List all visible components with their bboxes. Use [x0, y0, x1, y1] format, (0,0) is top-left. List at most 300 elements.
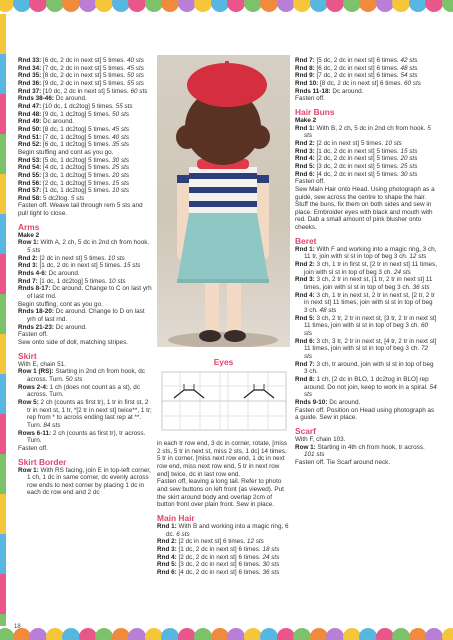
row-text: [7 dc, 2 dc in next st] 5 times.	[41, 64, 127, 72]
row-text: Begin stuffing and cont as you go.	[18, 148, 114, 156]
row-text: Begin stuffing, cont as you go.	[18, 300, 103, 308]
instruction-row	[295, 399, 437, 407]
flower-icon	[293, 0, 311, 12]
beret-heading: Beret	[295, 235, 317, 246]
row-label: Rnds 18-20:	[18, 308, 54, 316]
flower-icon	[359, 0, 377, 12]
row-label: Rnd 48:	[18, 110, 42, 118]
flower-icon	[178, 0, 196, 12]
row-text: Starting in 2nd ch from hook, dc across. Turn.	[27, 368, 145, 383]
row-label: Rnd 1:	[295, 245, 315, 253]
flower-icon	[46, 628, 64, 640]
instruction-row	[295, 459, 437, 467]
row-text: Sew onto side of doll, matching stripes.	[18, 338, 129, 346]
instruction-row	[18, 180, 154, 188]
row-text: 2 ch (counts as first tr), tr across. Turn.	[27, 429, 146, 445]
flower-icon	[62, 628, 80, 640]
row-text: Fasten off. Weave tail through rem 5 sts and pull tight to close.	[18, 202, 143, 218]
hair-buns-text: Sew Main Hair onto Head. Using photograph as a guide, sew across the centre to shape the hair. Stuff the buns, fix them on both sides and sew in place. Embroider eyes with black and mouth with red. Dab a small amount of pink blusher onto cheeks.	[295, 185, 435, 232]
row-text: 5 dc2tog.	[41, 194, 71, 202]
stitch-count: 6 sts	[176, 530, 190, 538]
row-label: Rnd 37:	[18, 87, 42, 95]
row-label: Rnd 5:	[295, 162, 315, 170]
stitch-count: 12 sts	[409, 253, 427, 261]
stitch-count: 24 sts	[262, 553, 280, 561]
instruction-row	[295, 361, 437, 376]
instruction-row	[295, 338, 437, 361]
stitch-count: 101 sts	[304, 451, 325, 459]
flower-icon	[326, 0, 344, 12]
row-text: 3 ch, 2 tr, 2 tr in next st, [3 tr, 2 tr in next st] 11 times, join with sl st in top of beg 3 ch.	[304, 314, 437, 330]
main-hair-heading: Main Hair	[157, 512, 195, 523]
stitch-count: 55 sts	[115, 102, 133, 110]
row-label: Rnd 3:	[295, 147, 315, 155]
row-text: With B and working into a magic ring, 6 dc.	[166, 522, 289, 538]
instruction-row	[18, 368, 154, 383]
flower-icon	[392, 628, 410, 640]
row-label: Rnd 54:	[18, 164, 42, 172]
top-flower-border	[0, 0, 453, 14]
stitch-count: 10 sts	[108, 277, 126, 285]
instruction-row	[295, 376, 437, 399]
flower-icon	[0, 628, 14, 640]
stitch-count: 54 sts	[400, 72, 418, 80]
stitch-count: 60 sts	[130, 87, 148, 95]
flower-icon	[46, 0, 64, 12]
flower-icon	[277, 628, 295, 640]
flower-icon	[425, 628, 443, 640]
instruction-row	[18, 262, 154, 270]
flower-icon	[409, 0, 427, 12]
instruction-row	[18, 149, 154, 157]
row-text: [6 dc, 2 dc in next st] 5 times.	[41, 57, 127, 64]
arms-make-count: Make 2	[18, 231, 40, 239]
instruction-row	[295, 292, 437, 315]
row-text: [2 dc, 2 dc in next st] 6 times.	[176, 553, 263, 561]
row-label: Rnd 4:	[295, 155, 315, 163]
row-text: With F and working into a magic ring, 3 ch, 11 tr, join with sl st in top of beg 3 ch.	[304, 245, 437, 261]
flower-icon	[343, 628, 361, 640]
instruction-row	[18, 467, 154, 498]
stitch-count: 30 sts	[112, 156, 130, 164]
instruction-row	[295, 315, 437, 338]
instruction-row	[295, 148, 437, 156]
row-label: Rnd 5:	[295, 314, 315, 322]
row-label: Rnds 11-18:	[295, 87, 331, 95]
row-text: [7 dc, 1 dc2tog] 5 times.	[41, 133, 113, 141]
row-label: Rnds 38-46:	[18, 95, 54, 103]
row-label: Rnd 7:	[295, 360, 315, 368]
instruction-row	[295, 155, 437, 163]
stitch-count: 84 sts	[43, 421, 61, 429]
scarf-heading: Scarf	[295, 425, 316, 436]
stitch-count: 5 sts	[27, 247, 41, 255]
row-label: Rnd 6:	[295, 170, 315, 178]
row-label: Rnds 4-6:	[18, 270, 47, 278]
instruction-row	[18, 430, 154, 445]
row-text: [3 dc, 2 dc in next st] 6 times.	[176, 561, 263, 569]
row-text: Starting in 4th ch from hook, tr across.	[315, 443, 425, 451]
row-text: Dc around.	[327, 398, 361, 406]
row-text: With RS facing, join E in top-left corner, 1 ch, 1 dc in same corner, dc evenly across row ends to next corner by placing 1 dc in each dc row end and 2 dc	[27, 466, 151, 497]
row-text: Dc around.	[53, 95, 87, 103]
instruction-row	[18, 172, 154, 180]
flower-icon	[244, 628, 262, 640]
row-label: Rnd 33:	[18, 57, 42, 64]
row-label: Rnd 3:	[157, 545, 177, 553]
row-label: Rnd 2:	[295, 139, 315, 147]
row-label: Rnds 9-10:	[295, 398, 328, 406]
instruction-row	[295, 436, 437, 444]
instruction-row	[157, 523, 290, 538]
row-label: Rows 6-11:	[18, 429, 52, 437]
instruction-row	[295, 88, 437, 96]
row-label: Rnd 58:	[18, 194, 42, 202]
row-label: Rnd 34:	[18, 64, 42, 72]
flower-icon	[244, 0, 262, 12]
stitch-count: 36 sts	[412, 284, 430, 292]
skirt-border-heading: Skirt Border	[18, 456, 67, 467]
doll-illustration	[157, 55, 290, 347]
instruction-row	[18, 301, 154, 309]
stitch-count: 30 sts	[400, 170, 418, 178]
row-text: Fasten off.	[295, 178, 325, 186]
stitch-count: 36 sts	[262, 568, 280, 576]
doll-photo	[157, 55, 290, 347]
flower-icon	[29, 0, 47, 12]
row-text: Dc around.	[41, 118, 75, 126]
flower-icon	[359, 628, 377, 640]
row-label: Row 1:	[295, 443, 316, 451]
instruction-row	[295, 80, 437, 88]
row-text: [1 dc, 2 dc in next st] 5 times.	[37, 262, 124, 270]
instruction-row	[18, 72, 154, 80]
instruction-row	[18, 270, 154, 278]
row-text: [5 dc, 1 dc2tog] 5 times.	[41, 156, 113, 164]
row-label: Rnd 3:	[295, 276, 315, 284]
instruction-row	[157, 538, 290, 546]
row-text: Dc around. Change to D on last yrh of last rnd.	[27, 308, 145, 323]
stitch-count: 54 sts	[304, 383, 437, 399]
flower-icon	[310, 628, 328, 640]
row-label: Rnd 52:	[18, 141, 42, 149]
row-text: With A, 2 ch, 5 dc in 2nd ch from hook.	[38, 239, 150, 247]
stitch-count: 15 sts	[400, 147, 418, 155]
row-label: Rnd 7:	[18, 277, 38, 285]
skirt-border-cont: in each tr row end, 3 dc in corner, rotate, [miss 2 sts, 5 tr in next st, miss 2 sts, 1 dc] 14 times, 5 tr in corner, [miss next row end, 1 dc in next row end, miss next row end, 5 tr in next row end] twice, dc in last row end.	[157, 440, 288, 478]
row-label: Row 5:	[18, 398, 39, 406]
row-text: Fasten off. Tie Scarf around neck.	[295, 458, 391, 466]
beret-rows	[295, 246, 437, 422]
stitch-count: 45 sts	[126, 64, 144, 72]
row-text: 1 ch, [2 dc in BLO, 1 dc2tog in BLO] rep around. Do not join, keep to work in a spiral.	[304, 375, 430, 391]
row-text: 3 ch, 2 tr in next st, [1 tr, 2 tr in next st] 11 times, join with sl st in top of beg 3 ch.	[304, 276, 433, 292]
instruction-row	[18, 239, 154, 254]
row-label: Rnd 51:	[18, 133, 42, 141]
instruction-row	[18, 255, 154, 263]
instruction-row	[157, 546, 290, 554]
flower-icon	[145, 0, 163, 12]
instruction-row	[295, 444, 437, 459]
flower-icon	[112, 0, 130, 12]
flower-icon	[293, 628, 311, 640]
instruction-row	[18, 103, 154, 111]
flower-icon	[409, 628, 427, 640]
row-text: Fasten off.	[18, 444, 48, 452]
stitch-count: 60 sts	[403, 79, 421, 87]
row-label: Rnd 49:	[18, 118, 42, 126]
row-label: Rnd 35:	[18, 72, 42, 80]
flower-icon	[79, 628, 97, 640]
row-text: [1 dc, 2 dc in next st] 6 times.	[176, 545, 263, 553]
stitch-count: 12 sts	[246, 538, 264, 546]
row-label: Rnd 5:	[157, 561, 177, 569]
stitch-count: 50 sts	[112, 110, 130, 118]
row-text: [10 dc, 1 dc2tog] 5 times.	[41, 102, 116, 110]
row-text: 2 ch (counts as first tr), 1 tr in first st, 2 tr in next st, 1 tr, *[2 tr in next st] twice**, 1 tr; rep from * to across ending last rep at **. Turn.	[27, 398, 152, 429]
row-label: Rnds 21-23:	[18, 323, 54, 331]
hair-buns-heading: Hair Buns	[295, 106, 335, 117]
row-label: Rnd 57:	[18, 187, 42, 195]
instruction-row	[18, 57, 154, 65]
page-number: 18	[14, 624, 21, 630]
stitch-count: 10 sts	[384, 139, 402, 147]
row-text: 3 ch, tr around, join with sl st in top of beg 3 ch.	[304, 360, 434, 376]
row-label: Rnd 2:	[295, 261, 315, 269]
row-text: Fasten off.	[18, 331, 48, 339]
row-text: Fasten off. Position on Head using photograph as a guide. Sew in place.	[295, 406, 435, 422]
instruction-row	[18, 164, 154, 172]
flower-icon	[62, 0, 80, 12]
flower-icon	[112, 628, 130, 640]
instruction-row	[295, 140, 437, 148]
flower-icon	[376, 628, 394, 640]
instruction-row	[295, 57, 437, 65]
flower-icon	[227, 0, 245, 12]
flower-icon	[95, 628, 113, 640]
row-text: [1 dc, 1 dc2tog] 5 times.	[41, 187, 113, 195]
flower-icon	[260, 0, 278, 12]
stitch-count: 20 sts	[112, 171, 130, 179]
flower-icon	[194, 628, 212, 640]
flower-icon	[442, 0, 453, 12]
instruction-row	[295, 171, 437, 179]
flower-icon	[442, 628, 453, 640]
stitch-count: 35 sts	[112, 141, 130, 149]
row-label: Rnd 36:	[18, 79, 42, 87]
instruction-row	[18, 65, 154, 73]
row-text: Dc around.	[53, 323, 87, 331]
flower-icon	[343, 0, 361, 12]
row-label: Rnd 55:	[18, 171, 42, 179]
left-edge-decoration	[0, 14, 6, 626]
flower-icon	[161, 628, 179, 640]
row-label: Rnd 2:	[157, 538, 177, 546]
skirt-finishing: Fasten off, leaving a long tail. Refer to photo and sew buttons on left front (as viewed). Put the skirt around body and overlap 2cm of button front over plain front. Sew in place.	[157, 478, 284, 509]
row-text: With B, 2 ch, 5 dc in 2nd ch from hook.	[314, 124, 428, 132]
row-text: [2 dc in next st] 5 times.	[37, 254, 108, 262]
row-text: [9 dc, 2 dc in next st] 5 times.	[41, 79, 127, 87]
flower-icon	[0, 0, 14, 12]
row-label: Rnd 56:	[18, 179, 42, 187]
instruction-row	[18, 126, 154, 134]
skirt-heading: Skirt	[18, 350, 37, 361]
instruction-row	[295, 65, 437, 73]
stitch-count: 25 sts	[112, 164, 130, 172]
stitch-count: 40 sts	[126, 57, 144, 64]
instruction-row	[18, 134, 154, 142]
flower-icon	[260, 628, 278, 640]
flower-icon	[376, 0, 394, 12]
row-text: Dc around.	[330, 87, 364, 95]
stitch-count: 10 sts	[112, 187, 130, 195]
instruction-row	[18, 88, 154, 96]
flower-icon	[392, 0, 410, 12]
instruction-row	[18, 399, 154, 430]
row-label: Rnd 6:	[157, 568, 177, 576]
eyes-heading: Eyes	[213, 357, 234, 367]
stitch-count: 18 sts	[262, 545, 280, 553]
row-label: Rnd 3:	[18, 262, 38, 270]
flower-icon	[29, 628, 47, 640]
stitch-count: 60 sts	[304, 322, 429, 337]
main-hair-rows	[157, 523, 290, 577]
row-text: [9 dc, 1 dc2tog] 5 times.	[41, 110, 113, 118]
stitch-count: 10 sts	[107, 254, 125, 262]
hair-buns-make-count: Make 2	[295, 116, 317, 124]
flower-icon	[161, 0, 179, 12]
instruction-row	[18, 285, 154, 300]
row-text: Fasten off.	[295, 95, 325, 103]
instruction-row	[157, 561, 290, 569]
row-text: [2 dc in next st] 6 times.	[176, 538, 247, 546]
instruction-row	[295, 276, 437, 291]
stitch-count: 48 sts	[400, 64, 418, 72]
row-text: 3 ch, 3 tr, 2 tr in next st, [4 tr, 2 tr in next st] 11 times, join with sl st in top of beg 3 ch.	[304, 337, 437, 353]
stitch-count: 5 sts	[304, 124, 431, 140]
arms-rows	[18, 239, 154, 346]
row-text: [4 dc, 2 dc in next st] 5 times.	[314, 170, 401, 178]
column-right	[295, 57, 437, 467]
instruction-row	[18, 157, 154, 165]
flower-icon	[178, 628, 196, 640]
instruction-row	[18, 278, 154, 286]
row-label: Rnd 1:	[295, 124, 315, 132]
row-text: [3 dc, 1 dc2tog] 5 times.	[41, 171, 113, 179]
row-label: Rnd 1:	[157, 522, 177, 530]
instruction-row	[295, 95, 437, 103]
instruction-row	[18, 95, 154, 103]
flower-icon	[95, 0, 113, 12]
row-label: Row 1 (RS):	[18, 368, 54, 376]
row-text: [7 dc, 2 dc in next st] 6 times.	[314, 72, 401, 80]
instruction-row	[295, 72, 437, 80]
row-text: [2 dc, 2 dc in next st] 5 times.	[314, 155, 401, 163]
stitch-count: 24 sts	[393, 268, 411, 276]
column-left	[18, 57, 154, 497]
row-text: 3 ch, 1 tr in next st, 2 tr in next st, [2 tr, 2 tr in next st] 11 times, join with sl st in top of beg 3 ch.	[304, 291, 435, 315]
flower-icon	[211, 0, 229, 12]
stitch-count: 30 sts	[262, 561, 280, 569]
instruction-row	[295, 125, 437, 140]
row-text: [8 dc, 2 dc in next st] 5 times.	[41, 72, 127, 80]
row-label: Rnd 4:	[295, 291, 315, 299]
instruction-row	[18, 384, 154, 399]
bottom-flower-border	[0, 626, 453, 640]
eyes-stitch-chart	[160, 370, 288, 432]
hair-buns-rows	[295, 125, 437, 186]
instruction-row	[18, 111, 154, 119]
row-text: With F, chain 103.	[295, 435, 346, 443]
row-text: [8 dc, 2 dc in next st] 6 times.	[318, 79, 404, 87]
instruction-row	[18, 141, 154, 149]
row-text: [3 dc, 2 dc in next st] 5 times.	[314, 162, 401, 170]
stitch-count: 25 sts	[400, 162, 418, 170]
body-rows	[18, 57, 154, 218]
row-text: [4 dc, 2 dc in next st] 6 times.	[176, 568, 263, 576]
main-hair-cont-rows	[295, 57, 437, 103]
stitch-count: 15 sts	[123, 262, 141, 270]
row-text: [10 dc, 2 dc in next st] 5 times.	[41, 87, 131, 95]
instruction-row	[18, 331, 154, 339]
instruction-row	[295, 261, 437, 276]
row-text: Dc around.	[46, 270, 80, 278]
instruction-row	[18, 361, 154, 369]
row-text: Dc around. Change to C on last yrh of last rnd.	[27, 285, 152, 301]
row-label: Rnd 47:	[18, 102, 42, 110]
instruction-row	[18, 445, 154, 453]
instruction-row	[295, 407, 437, 422]
row-label: Rnd 53:	[18, 156, 42, 164]
instruction-row	[295, 163, 437, 171]
instruction-row	[18, 308, 154, 323]
stitch-count: 50 sts	[65, 375, 83, 383]
flower-icon	[128, 0, 146, 12]
row-label: Row 1:	[18, 239, 39, 247]
row-label: Rnd 6:	[295, 337, 315, 345]
stitch-count: 48 sts	[319, 307, 337, 315]
flower-icon	[79, 0, 97, 12]
row-label: Row 1:	[18, 466, 39, 474]
stitch-count: 15 sts	[112, 179, 130, 187]
row-text: 3 ch, 1 tr in first st, [2 tr in next st] 11 times, join with sl st in top of beg 3 ch.	[304, 261, 437, 276]
stitch-count: 55 sts	[126, 79, 144, 87]
flower-icon	[326, 628, 344, 640]
row-text: [4 dc, 1 dc2tog] 5 times.	[41, 164, 113, 172]
row-label: Rnd 10:	[295, 79, 319, 87]
flower-icon	[310, 0, 328, 12]
row-text: 1 ch (does not count as a st), dc across. Turn.	[27, 383, 141, 399]
row-label: Rnd 50:	[18, 125, 42, 133]
row-text: [6 dc, 1 dc2tog] 5 times.	[41, 141, 113, 149]
instruction-row	[18, 118, 154, 126]
arms-heading: Arms	[18, 221, 40, 232]
instruction-row	[157, 554, 290, 562]
row-text: [8 dc, 1 dc2tog] 5 times.	[41, 125, 113, 133]
instruction-row	[18, 195, 154, 203]
instruction-row	[18, 187, 154, 195]
stitch-count: 40 sts	[112, 133, 130, 141]
flower-icon	[13, 0, 31, 12]
flower-icon	[425, 0, 443, 12]
row-text: [6 dc, 2 dc in next st] 6 times.	[314, 64, 401, 72]
stitch-count: 50 sts	[126, 72, 144, 80]
skirt-border-rows	[18, 467, 154, 498]
instruction-row	[295, 178, 437, 186]
row-text: [1 dc, 2 dc in next st] 5 times.	[314, 147, 401, 155]
row-text: With E, chain 51.	[18, 360, 66, 368]
flower-icon	[194, 0, 212, 12]
